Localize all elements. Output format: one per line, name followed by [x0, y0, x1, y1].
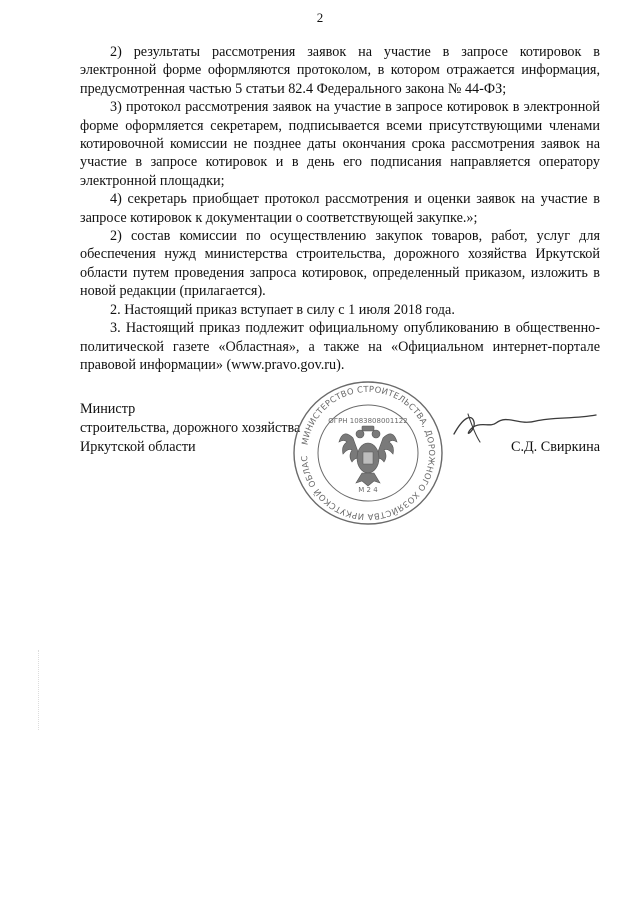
signatory-title	[80, 400, 300, 457]
signature-block	[80, 383, 600, 540]
paragraph-effective-date: 2. Настоящий приказ вступает в силу с 1 июля 2018 года.	[110, 301, 455, 318]
page-number: 2	[316, 10, 324, 25]
paragraph-quote-protocol-secretary: 3) протокол рассмотрения заявок на участие в запросе котировок в электронной форме оформляется секретарем, подписывается всеми присутствующими членами котировочной комиссии не позднее даты окончания срока рассмотрения заявок на участие в запросе котировок и в день его подписания направляется оператору электронной площадки;	[80, 99, 600, 189]
signatory-name: С.Д. Свиркина	[510, 439, 600, 455]
svg-text:МИНИСТЕРСТВО СТРОИТЕЛЬСТВА, ДО: МИНИСТЕРСТВО СТРОИТЕЛЬСТВА, ДОРОЖНОГО ХОЗЯЙСТВА ИРКУТСКОЙ ОБЛАС	[298, 383, 438, 523]
seal-icon	[290, 378, 446, 528]
svg-text:ОГРН 1083808001122: ОГРН 1083808001122	[328, 417, 408, 425]
signatory-title-line: строительства, дорожного хозяйства	[80, 420, 301, 436]
paragraph-publication: 3. Настоящий приказ подлежит официальному опубликованию в общественно-политической газете «Областная», а также на «Официальном интернет-портале правовой информации» (www.pravo.gov.ru).	[80, 320, 600, 373]
signatory-title-line: Иркутской области	[80, 439, 196, 455]
svg-text:М 2 4: М 2 4	[358, 486, 378, 494]
official-stamp	[290, 378, 446, 528]
signatory-title-line: Министр	[80, 401, 136, 417]
paragraph-quote-secretary-attaches: 4) секретарь приобщает протокол рассмотрения и оценки заявок на участие в запросе котировок к документации о соответствующей закупке.»;	[80, 191, 600, 226]
document-body	[80, 43, 600, 374]
paragraph-quote-protocol-info: 2) результаты рассмотрения заявок на участие в запросе котировок в электронной форме оформляются протоколом, в котором отражается информация, предусмотренная частью 5 статьи 82.4 Федерального закона № 44-ФЗ;	[80, 44, 600, 97]
paragraph-commission-composition: 2) состав комиссии по осуществлению закупок товаров, работ, услуг для обеспечения нужд министерства строительства, дорожного хозяйства Иркутской области путем проведения запроса котировок, определенный приказом, изложить в новой редакции (прилагается).	[80, 228, 600, 300]
scan-margin-mark	[38, 650, 40, 730]
